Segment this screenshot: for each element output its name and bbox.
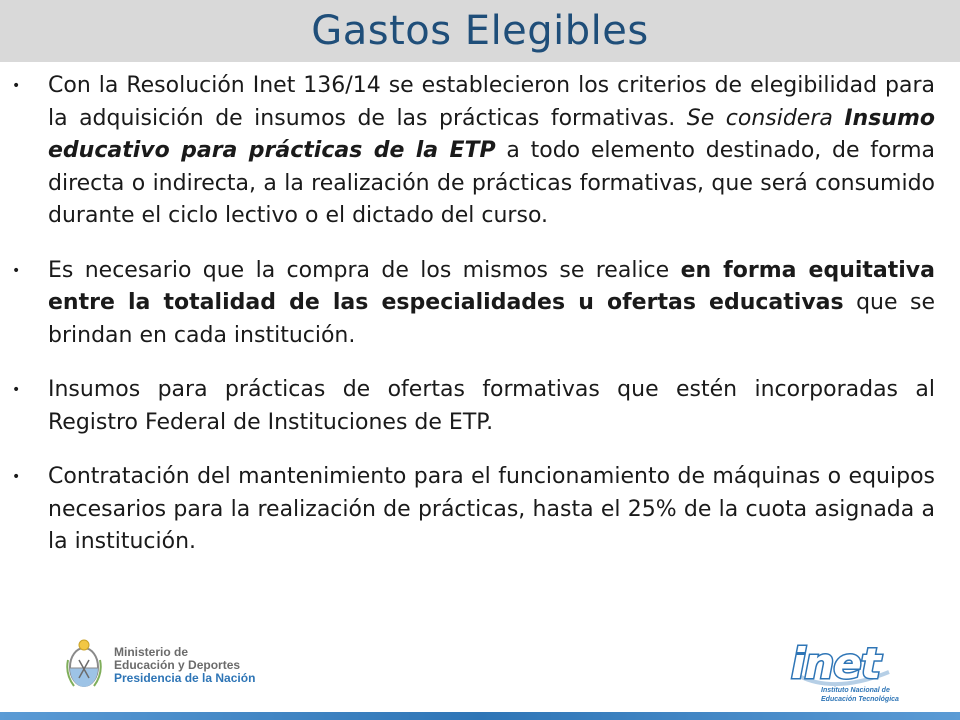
inet-logo-icon — [785, 632, 905, 704]
ministry-text — [114, 646, 255, 685]
bullet-segment: que se brindan en cada institución. — [48, 290, 935, 348]
bottom-strip — [0, 712, 960, 720]
bullet-text — [48, 374, 935, 439]
bullet-item-3 — [10, 374, 935, 439]
inet-line-1: Instituto Nacional de — [821, 687, 890, 694]
bullet-text — [48, 461, 935, 559]
bullet-dot-icon: • — [12, 262, 21, 279]
bullet-dot-icon: • — [12, 78, 21, 94]
bullet-item-2 — [10, 255, 935, 353]
argentina-shield-icon — [64, 638, 104, 692]
bullet-segment-italic: Se considera — [686, 105, 845, 131]
bullet-segment: Con la Resolución Inet 136/14 se establecieron los criterios de elegibilidad para la adquisición de insumos de las prácticas formativas. — [48, 73, 935, 131]
inet-line-2: Educación Tecnológica — [821, 696, 899, 703]
page-title: Gastos Elegibles — [311, 8, 649, 54]
bullet-segment: Es necesario que la compra de los mismos se realice — [48, 257, 681, 283]
title-bar — [0, 0, 960, 62]
ministry-line-2: Educación y Deportes — [114, 657, 241, 672]
bullet-segment: a todo elemento destinado, de forma directa o indirecta, a la realización de prácticas formativas, que será consumido durante el ciclo lectivo o el dictado del curso. — [48, 138, 935, 228]
bullet-text — [48, 70, 935, 233]
bullet-item-4 — [10, 461, 935, 559]
bullet-text — [48, 255, 935, 353]
bullet-dot-icon: • — [12, 469, 21, 485]
bullet-segment-bold-italic: Insumo educativo para prácticas de la ETP — [48, 105, 935, 163]
bullet-dot-icon: • — [12, 382, 21, 398]
inet-wordmark: inet — [791, 639, 880, 688]
ministry-line-3: Presidencia de la Nación — [114, 670, 256, 685]
bullet-segment: Contratación del mantenimiento para el funcionamiento de máquinas o equipos necesarios para la realización de prácticas, hasta el 25% de la cuota asignada a la institución. — [48, 464, 935, 554]
bullet-item-1 — [10, 70, 935, 233]
bullet-list — [10, 70, 935, 581]
ministry-line-1: Ministerio de — [114, 644, 189, 659]
footer-logos — [0, 628, 960, 720]
ministry-logo — [64, 638, 255, 692]
bullet-segment-bold: en forma equitativa entre la totalidad de las especialidades u ofertas educativas — [48, 257, 935, 315]
bullet-segment: Insumos para prácticas de ofertas formativas que estén incorporadas al Registro Federal de Instituciones de ETP. — [48, 377, 935, 435]
